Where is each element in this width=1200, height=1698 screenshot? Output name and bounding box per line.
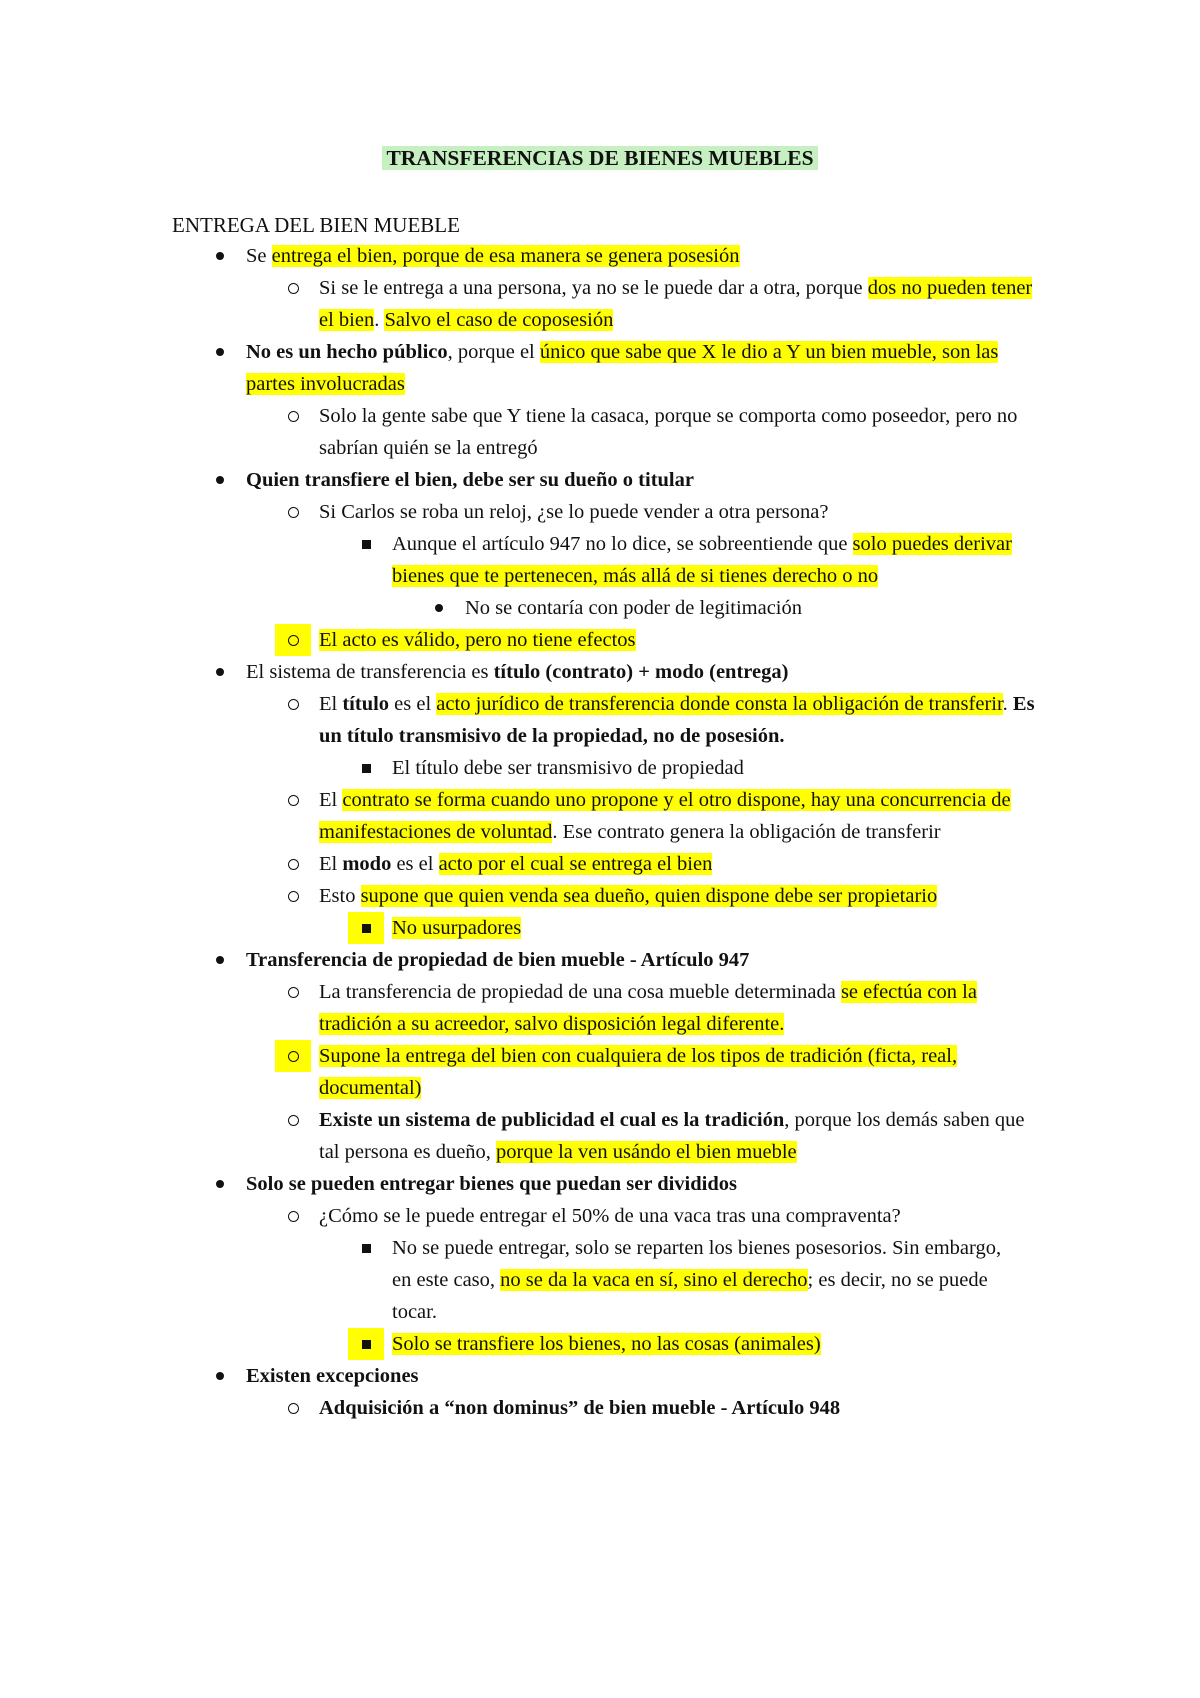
bullet-disc-icon bbox=[429, 592, 449, 624]
list-item-level-3 bbox=[392, 912, 1022, 944]
bullet-disc-icon bbox=[210, 656, 230, 688]
highlighted-text: Supone la entrega del bien con cualquiera de los tipos de tradición (ficta, real, documental) bbox=[319, 1045, 958, 1099]
text-run: es el bbox=[389, 693, 437, 715]
highlighted-text: no se da la vaca en sí, sino el derecho bbox=[500, 1269, 808, 1291]
bullet-circle-icon bbox=[283, 1200, 303, 1232]
section-heading: ENTREGA DEL BIEN MUEBLE bbox=[172, 213, 460, 237]
bold-text: Adquisición a “non dominus” de bien mueble - Artículo 948 bbox=[319, 1397, 841, 1419]
text-run: es el bbox=[391, 853, 439, 875]
highlighted-text: Solo se transfiere los bienes, no las cosas (animales) bbox=[392, 1333, 821, 1355]
bold-text: título bbox=[342, 693, 390, 715]
list-item-level-2 bbox=[319, 688, 1049, 752]
text-run: El sistema de transferencia es bbox=[246, 661, 494, 683]
text-run: El título debe ser transmisivo de propiedad bbox=[392, 757, 744, 779]
list-item-level-2 bbox=[319, 848, 1049, 880]
bold-text: modo bbox=[342, 853, 392, 875]
text-run: Esto bbox=[319, 885, 361, 907]
list-item-level-2 bbox=[319, 784, 1049, 848]
bold-text: No es un hecho público bbox=[246, 341, 448, 363]
text-run: El bbox=[319, 693, 343, 715]
highlighted-text: acto por el cual se entrega el bien bbox=[438, 853, 713, 875]
list-item-level-2 bbox=[319, 1040, 1049, 1104]
text-run: Si se le entrega a una persona, ya no se le puede dar a otra, porque bbox=[319, 277, 868, 299]
list-item-level-3 bbox=[392, 752, 1022, 784]
bullet-circle-icon bbox=[283, 784, 303, 816]
bullet-disc-icon bbox=[210, 464, 230, 496]
list-item-level-2 bbox=[319, 976, 1049, 1040]
bullet-square-icon bbox=[356, 528, 376, 560]
bullet-circle-icon bbox=[283, 1104, 303, 1136]
list-item-level-2 bbox=[319, 1104, 1049, 1168]
text-run: . Ese contrato genera la obligación de transferir bbox=[552, 821, 941, 843]
bullet-circle-icon bbox=[275, 1040, 311, 1072]
text-run: , porque los demás saben que tal persona es dueño, bbox=[319, 1109, 1025, 1163]
bold-text: Quien transfiere el bien, debe ser su dueño o titular bbox=[246, 469, 694, 491]
text-run: Se bbox=[246, 245, 272, 267]
text-run: . bbox=[1002, 693, 1013, 715]
text-run: . bbox=[374, 309, 385, 331]
text-run: ¿Cómo se le puede entregar el 50% de una vaca tras una compraventa? bbox=[319, 1205, 901, 1227]
bullet-disc-icon bbox=[210, 944, 230, 976]
bold-text: Es un título transmisivo de la propiedad, no de posesión. bbox=[319, 693, 1035, 747]
highlighted-text: solo puedes derivar bienes que te pertenecen, más allá de si tienes derecho o no bbox=[392, 533, 1012, 587]
list-item-level-3 bbox=[392, 1328, 1022, 1360]
bullet-square-icon bbox=[348, 1328, 384, 1360]
text-run: , porque el bbox=[447, 341, 540, 363]
bullet-circle-icon bbox=[283, 848, 303, 880]
list-item-level-2 bbox=[319, 624, 1049, 656]
list-item-level-2 bbox=[319, 272, 1049, 336]
bullet-disc-icon bbox=[210, 1360, 230, 1392]
highlighted-text: dos no pueden tener el bien bbox=[319, 277, 1033, 331]
highlighted-text: acto jurídico de transferencia donde consta la obligación de transferir bbox=[436, 693, 1003, 715]
list-item-level-1 bbox=[246, 464, 1036, 496]
bullet-disc-icon bbox=[210, 336, 230, 368]
highlighted-text: supone que quien venda sea dueño, quien dispone debe ser propietario bbox=[360, 885, 938, 907]
bullet-circle-icon bbox=[283, 400, 303, 432]
list-item-level-2 bbox=[319, 1200, 1049, 1232]
list-item-level-2 bbox=[319, 400, 1049, 464]
list-item-level-1 bbox=[246, 656, 1036, 688]
bullet-circle-icon bbox=[283, 496, 303, 528]
list-item-level-1 bbox=[246, 944, 1036, 976]
bullet-list bbox=[0, 240, 1200, 1424]
text-run: No se contaría con poder de legitimación bbox=[465, 597, 802, 619]
highlighted-text: entrega el bien, porque de esa manera se genera posesión bbox=[271, 245, 740, 267]
text-run: Si Carlos se roba un reloj, ¿se lo puede vender a otra persona? bbox=[319, 501, 829, 523]
highlighted-text: Salvo el caso de coposesión bbox=[384, 309, 614, 331]
text-run: El bbox=[319, 853, 343, 875]
list-item-level-2 bbox=[319, 496, 1049, 528]
title-text: TRANSFERENCIAS DE BIENES MUEBLES bbox=[382, 146, 817, 170]
bold-text: Transferencia de propiedad de bien mueble - Artículo 947 bbox=[246, 949, 750, 971]
text-run: ; es decir, no se puede tocar. bbox=[392, 1269, 988, 1323]
list-item-level-3 bbox=[392, 528, 1022, 592]
bold-text: título (contrato) + modo (entrega) bbox=[493, 661, 789, 683]
text-run: Aunque el artículo 947 no lo dice, se sobreentiende que bbox=[392, 533, 853, 555]
bold-text: Existen excepciones bbox=[246, 1365, 419, 1387]
highlighted-text: contrato se forma cuando uno propone y el otro dispone, hay una concurrencia de manifestaciones de voluntad bbox=[319, 789, 1011, 843]
text-run: No se puede entregar, solo se reparten los bienes posesorios. Sin embargo, en este caso, bbox=[392, 1237, 1002, 1291]
highlighted-text: se efectúa con la tradición a su acreedor, salvo disposición legal diferente. bbox=[319, 981, 977, 1035]
list-item-level-1 bbox=[246, 1168, 1036, 1200]
text-run: El bbox=[319, 789, 343, 811]
list-item-level-4 bbox=[465, 592, 1025, 624]
bullet-square-icon bbox=[348, 912, 384, 944]
list-item-level-1 bbox=[246, 240, 1036, 272]
document-title bbox=[0, 143, 1200, 173]
bullet-circle-icon bbox=[283, 688, 303, 720]
text-run: Solo la gente sabe que Y tiene la casaca, porque se comporta como poseedor, pero no sabrían quién se la entregó bbox=[319, 405, 1018, 459]
bullet-circle-icon bbox=[275, 624, 311, 656]
bullet-circle-icon bbox=[283, 1392, 303, 1424]
highlighted-text: No usurpadores bbox=[392, 917, 522, 939]
bullet-square-icon bbox=[356, 1232, 376, 1264]
list-item-level-2 bbox=[319, 880, 1049, 912]
list-item-level-2 bbox=[319, 1392, 1049, 1424]
bullet-circle-icon bbox=[283, 976, 303, 1008]
highlighted-text: único que sabe que X le dio a Y un bien mueble, son las partes involucradas bbox=[246, 341, 999, 395]
list-item-level-1 bbox=[246, 336, 1036, 400]
bullet-square-icon bbox=[356, 752, 376, 784]
bullet-disc-icon bbox=[210, 1168, 230, 1200]
bullet-circle-icon bbox=[283, 880, 303, 912]
bold-text: Existe un sistema de publicidad el cual es la tradición bbox=[319, 1109, 785, 1131]
bullet-disc-icon bbox=[210, 240, 230, 272]
highlighted-text: El acto es válido, pero no tiene efectos bbox=[319, 629, 636, 651]
highlighted-text: porque la ven usándo el bien mueble bbox=[496, 1141, 797, 1163]
bullet-circle-icon bbox=[283, 272, 303, 304]
bold-text: Solo se pueden entregar bienes que puedan ser divididos bbox=[246, 1173, 737, 1195]
list-item-level-1 bbox=[246, 1360, 1036, 1392]
text-run: La transferencia de propiedad de una cosa mueble determinada bbox=[319, 981, 841, 1003]
list-item-level-3 bbox=[392, 1232, 1022, 1328]
